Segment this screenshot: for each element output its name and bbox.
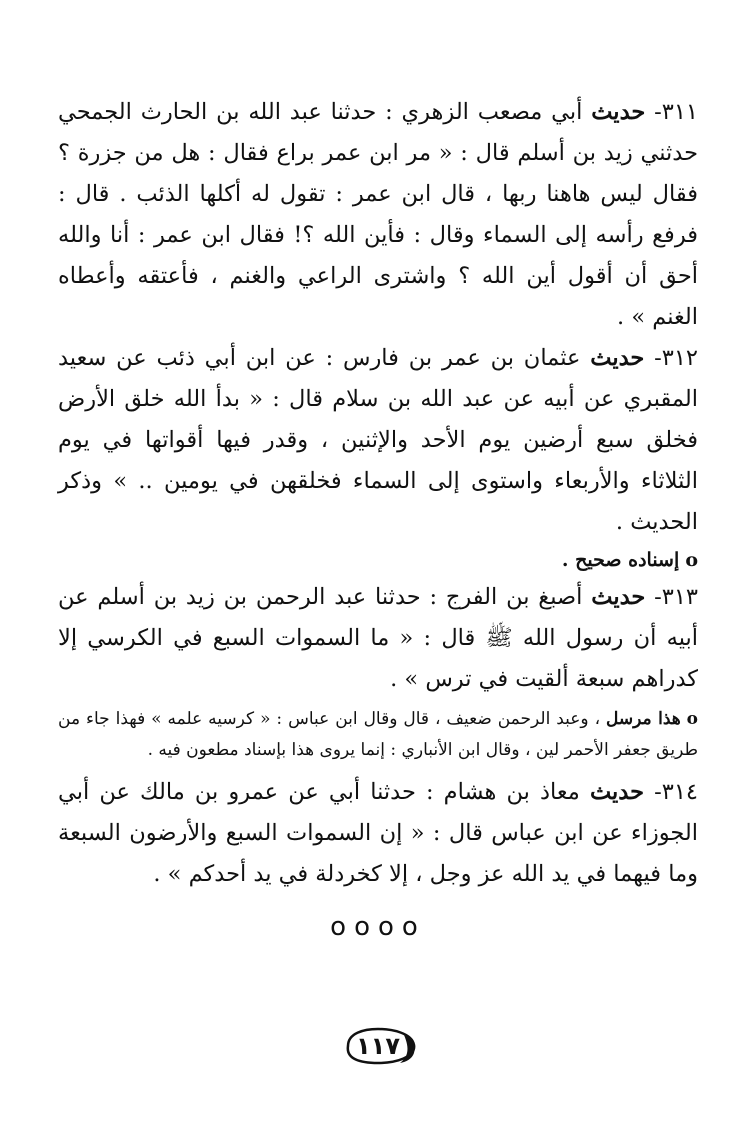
- hadith-312: [58, 338, 698, 543]
- grade-bullet: o: [685, 549, 698, 571]
- hadith-text: أبي مصعب الزهري : حدثنا عبد الله بن الحارث الجمحي حدثني زيد بن أسلم قال : « مر ابن عمر براع فقال : هل من جزرة ؟ فقال ليس هاهنا ربها ، قال ابن عمر : تقول له أكلها الذئب . قال : فرفع رأسه إلى السماء وقال : فأين الله ؟! فقال ابن عمر : أنا والله أحق أن أقول أين الله ؟ واشترى الراعي والغنم ، فأعتقه وأعطاه الغنم » .: [58, 99, 698, 330]
- hadith-311: [58, 92, 698, 338]
- page-body: [58, 92, 698, 895]
- section-divider: oooo: [330, 912, 426, 942]
- hadith-keyword: حديث: [591, 584, 646, 610]
- hadith-keyword: حديث: [589, 779, 645, 805]
- hadith-314: [58, 772, 698, 895]
- page-number: ١١٧: [356, 1032, 400, 1060]
- hadith-number: ٣١٣-: [654, 584, 698, 610]
- hadith-312-grade: [58, 543, 698, 577]
- hadith-text: عثمان بن عمر بن فارس : عن ابن أبي ذئب عن سعيد المقبري عن أبيه عن عبد الله بن سلام قال : « بدأ الله خلق الأرض فخلق سبع أرضين يوم الأحد والإثنين ، وقدر فيها أقواتها في يوم الثلاثاء والأربعاء واستوى إلى السماء فخلقهن في يومين .. » وذكر الحديث .: [58, 345, 698, 535]
- hadith-number: ٣١٢-: [654, 345, 699, 371]
- hadith-text: معاذ بن هشام : حدثنا أبي عن عمرو بن مالك عن أبي الجوزاء عن ابن عباس قال : « إن السموات السبع والأرضون السبعة وما فيهما في يد الله عز وجل ، إلا كخردلة في يد أحدكم » .: [58, 779, 698, 887]
- hadith-313-grade: [58, 704, 698, 766]
- hadith-keyword: حديث: [590, 345, 645, 371]
- hadith-text: أصبغ بن الفرج : حدثنا عبد الرحمن بن زيد بن أسلم عن أبيه أن رسول الله ﷺ قال : « ما السموات السبع في الكرسي إلا كدراهم سبعة ألقيت في ترس » .: [58, 584, 698, 692]
- hadith-number: ٣١١-: [654, 99, 699, 125]
- page-number-badge: [338, 1023, 418, 1069]
- grade-text: إسناده صحيح .: [561, 549, 680, 571]
- hadith-313: [58, 577, 698, 700]
- hadith-number: ٣١٤-: [654, 779, 699, 805]
- grade-bullet: o: [686, 709, 699, 729]
- hadith-keyword: حديث: [591, 99, 646, 125]
- grade-text: ، وعبد الرحمن ضعيف ، قال وقال ابن عباس : « كرسيه علمه » فهذا جاء من طريق جعفر الأحمر لين ، وقال ابن الأنباري : إنما يروى هذا بإسناد مطعون فيه .: [58, 709, 698, 760]
- grade-bold: هذا مرسل: [606, 709, 681, 729]
